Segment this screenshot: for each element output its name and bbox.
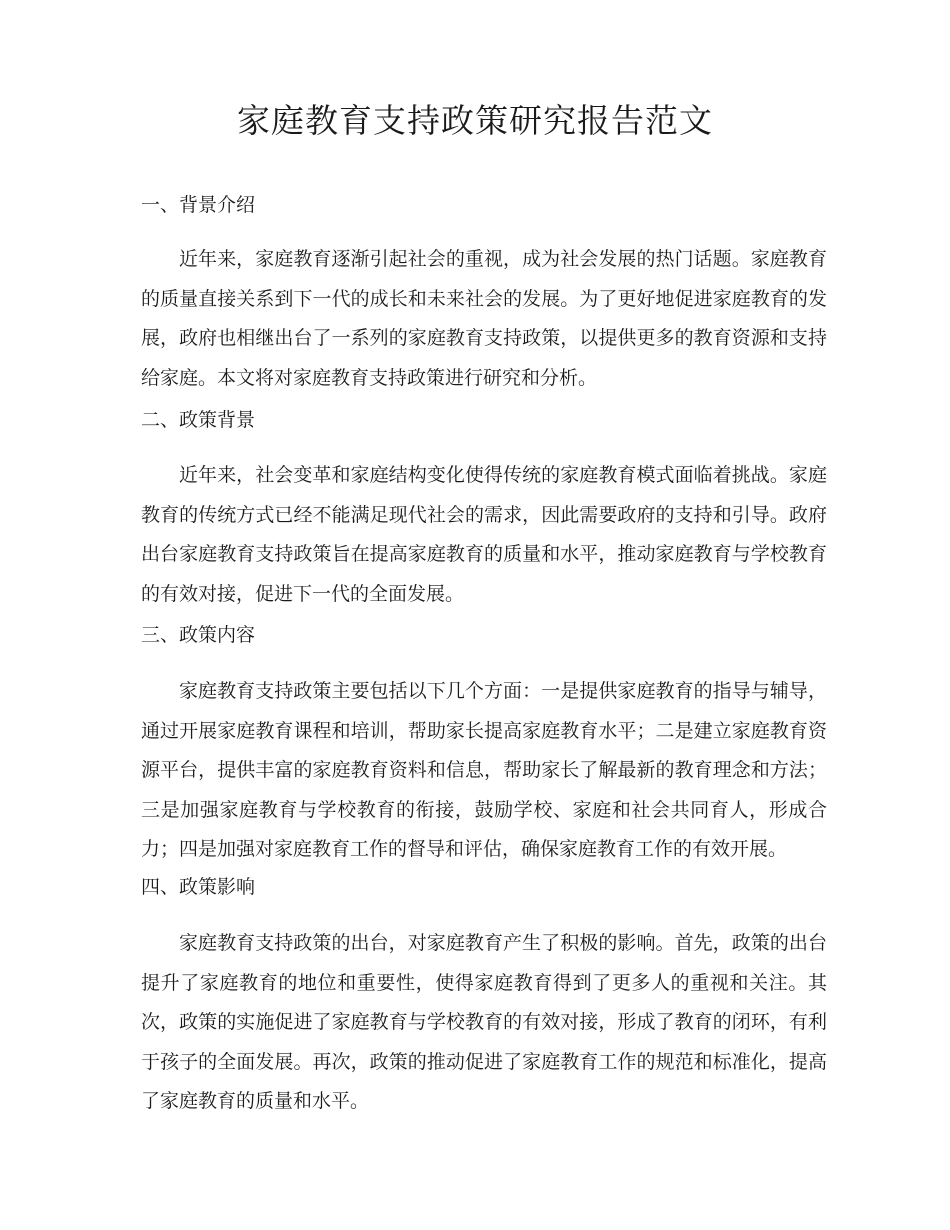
section-heading-background: 一、背景介绍: [141, 194, 256, 216]
section-heading-policy-content: 三、政策内容: [141, 624, 256, 646]
section-heading-policy-background: 二、政策背景: [141, 409, 256, 431]
paragraph-policy-content: 家庭教育支持政策主要包括以下几个方面：一是提供家庭教育的指导与辅导，通过开展家庭教育课程和培训，帮助家长提高家庭教育水平；二是建立家庭教育资源平台，提供丰富的家庭教育资料和信息，帮助家长了解最新的教育理念和方法；三是加强家庭教育与学校教育的衔接，鼓励学校、家庭和社会共同育人，形成合力；四是加强对家庭教育工作的督导和评估，确保家庭教育工作的有效开展。: [141, 680, 827, 860]
document-title: 家庭教育支持政策研究报告范文: [237, 101, 713, 140]
paragraph-policy-background: 近年来，社会变革和家庭结构变化使得传统的家庭教育模式面临着挑战。家庭教育的传统方式已经不能满足现代社会的需求，因此需要政府的支持和引导。政府出台家庭教育支持政策旨在提高家庭教育的质量和水平，推动家庭教育与学校教育的有效对接，促进下一代的全面发展。: [141, 464, 827, 605]
paragraph-background: 近年来，家庭教育逐渐引起社会的重视，成为社会发展的热门话题。家庭教育的质量直接关系到下一代的成长和未来社会的发展。为了更好地促进家庭教育的发展，政府也相继出台了一系列的家庭教育支持政策，以提供更多的教育资源和支持给家庭。本文将对家庭教育支持政策进行研究和分析。: [141, 248, 827, 389]
section-heading-policy-impact: 四、政策影响: [141, 876, 256, 898]
paragraph-policy-impact: 家庭教育支持政策的出台，对家庭教育产生了积极的影响。首先，政策的出台提升了家庭教育的地位和重要性，使得家庭教育得到了更多人的重视和关注。其次，政策的实施促进了家庭教育与学校教育的有效对接，形成了教育的闭环，有利于孩子的全面发展。再次，政策的推动促进了家庭教育工作的规范和标准化，提高了家庭教育的质量和水平。: [141, 932, 827, 1112]
